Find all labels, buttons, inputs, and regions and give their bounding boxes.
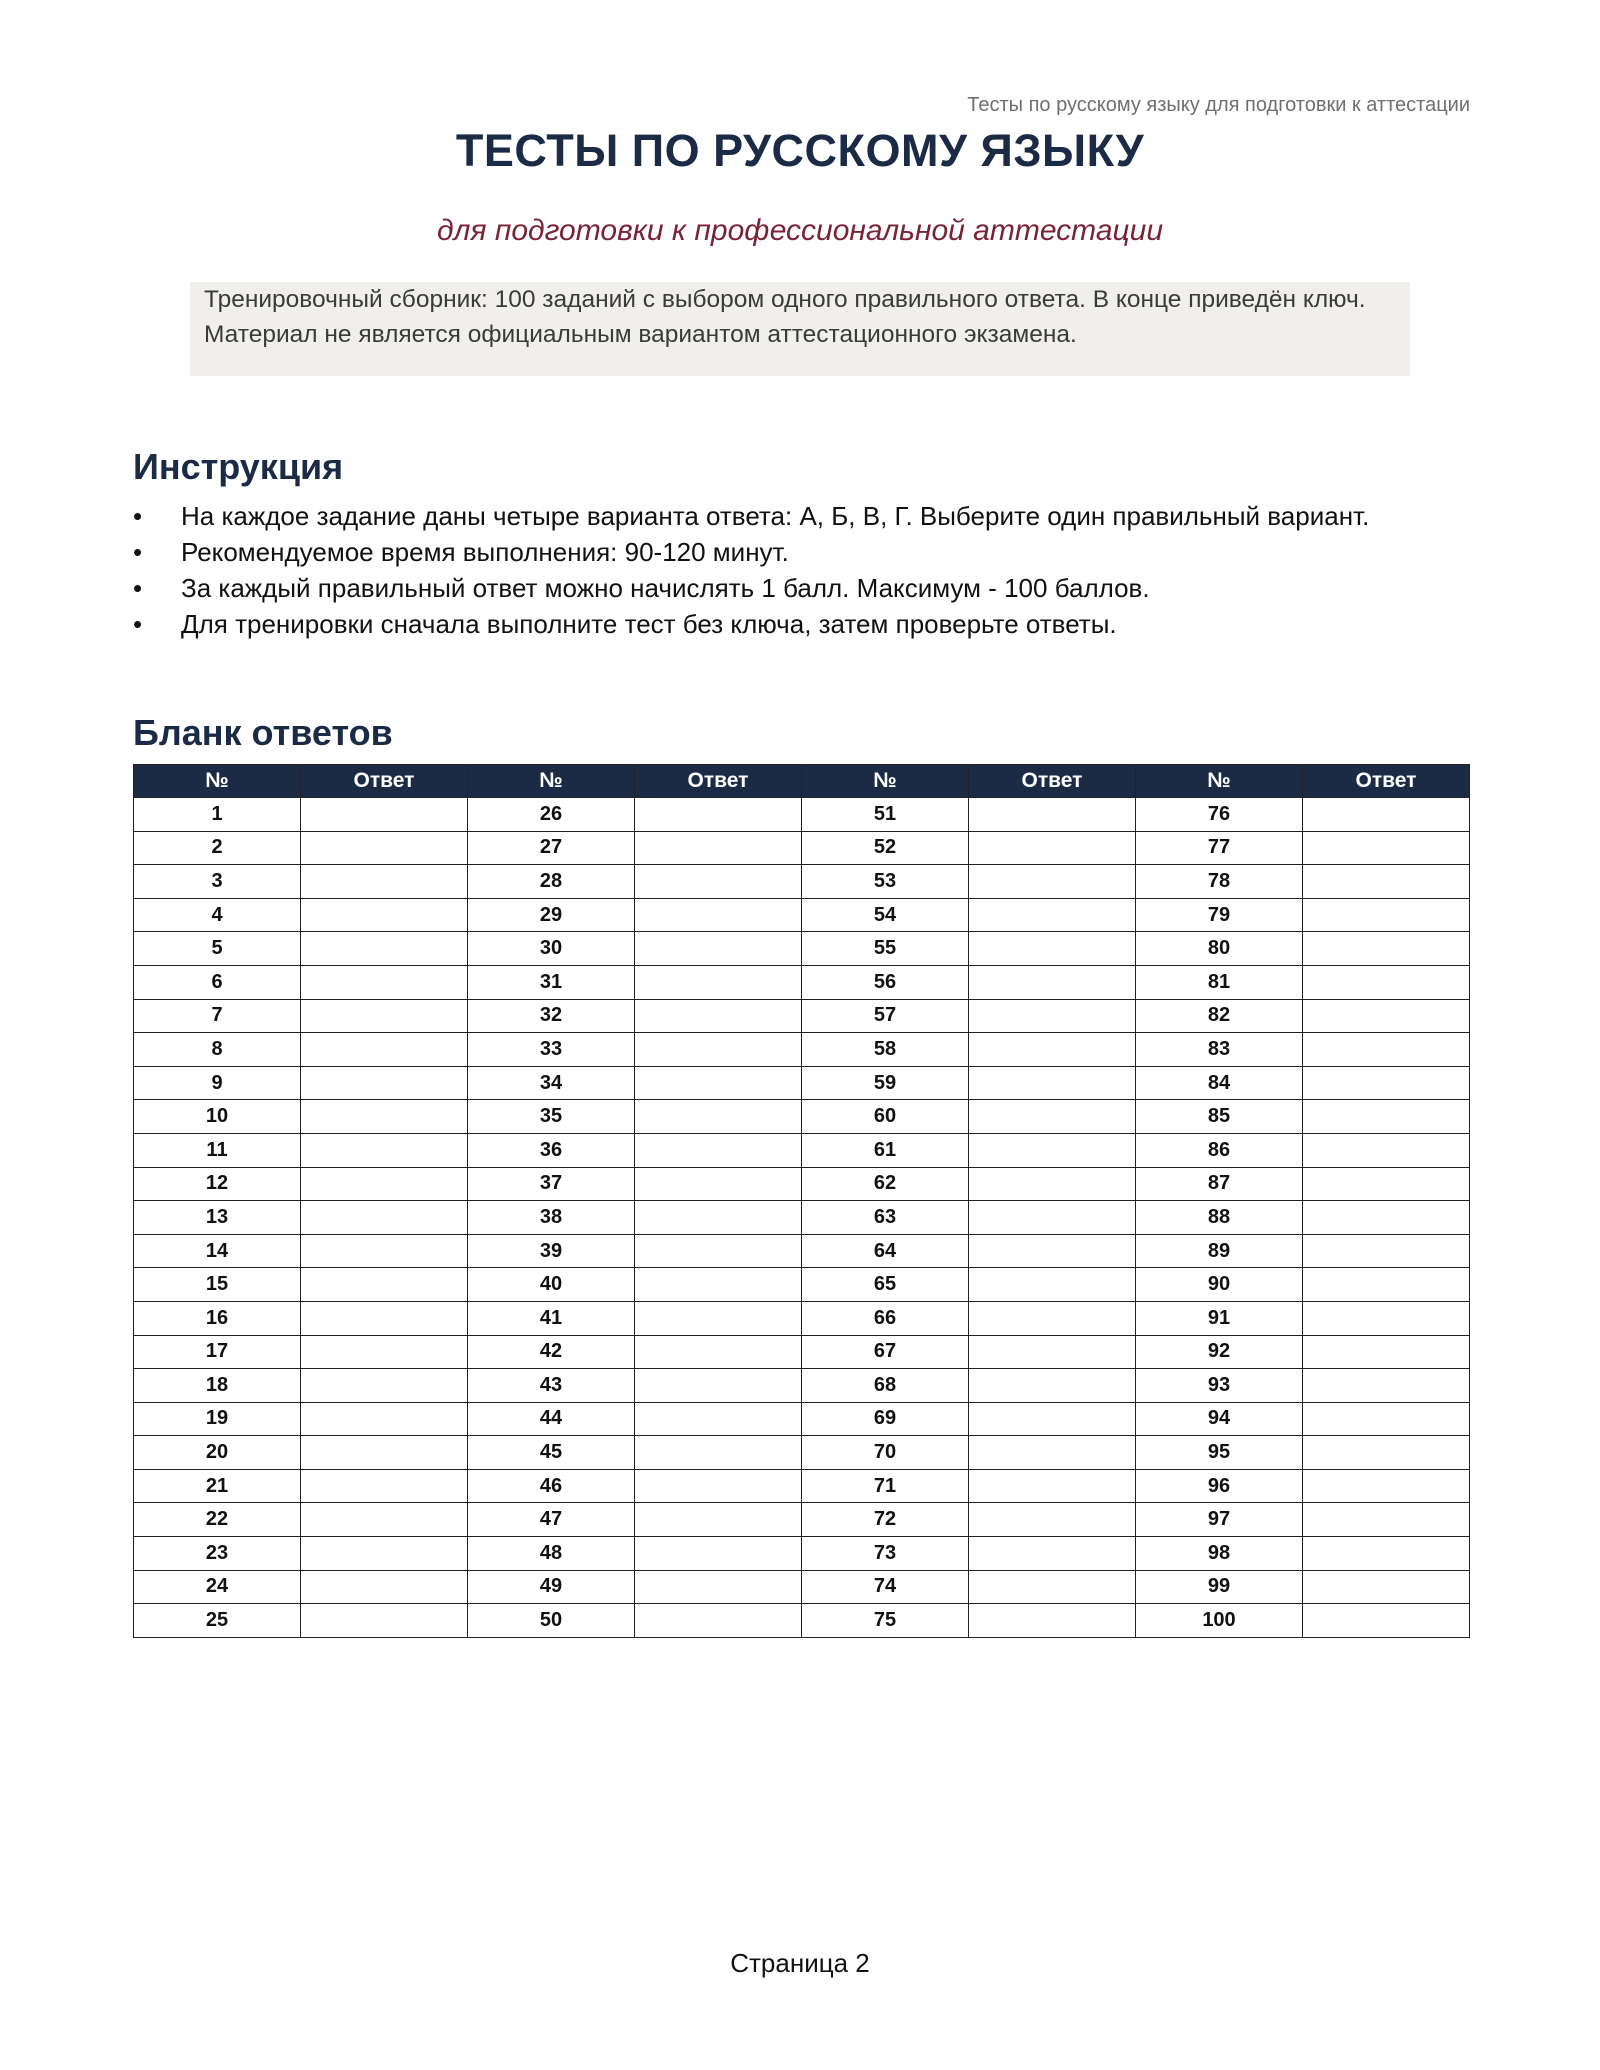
table-row [134, 965, 1470, 999]
answer-cell[interactable] [635, 932, 802, 966]
answer-cell[interactable] [635, 1133, 802, 1167]
question-number-cell: 36 [468, 1133, 635, 1167]
question-number-cell: 84 [1136, 1066, 1303, 1100]
answer-cell[interactable] [1303, 1133, 1470, 1167]
question-number-cell: 32 [468, 999, 635, 1033]
column-header-number: № [802, 765, 969, 798]
answer-cell[interactable] [301, 1167, 468, 1201]
answer-cell[interactable] [1303, 1201, 1470, 1235]
question-number-cell: 61 [802, 1133, 969, 1167]
answer-cell[interactable] [635, 1469, 802, 1503]
answer-cell[interactable] [969, 1604, 1136, 1638]
question-number-cell: 69 [802, 1402, 969, 1436]
answer-cell[interactable] [301, 1133, 468, 1167]
answer-cell[interactable] [635, 1100, 802, 1134]
answer-cell[interactable] [301, 1100, 468, 1134]
answer-cell[interactable] [969, 999, 1136, 1033]
question-number-cell: 85 [1136, 1100, 1303, 1134]
answer-cell[interactable] [1303, 898, 1470, 932]
answer-cell[interactable] [301, 865, 468, 899]
question-number-cell: 42 [468, 1335, 635, 1369]
question-number-cell: 70 [802, 1436, 969, 1470]
question-number-cell: 29 [468, 898, 635, 932]
question-number-cell: 80 [1136, 932, 1303, 966]
table-row [134, 1570, 1470, 1604]
answer-cell[interactable] [635, 831, 802, 865]
answer-cell[interactable] [969, 1369, 1136, 1403]
question-number-cell: 24 [134, 1570, 301, 1604]
answer-cell[interactable] [1303, 932, 1470, 966]
question-number-cell: 49 [468, 1570, 635, 1604]
question-number-cell: 65 [802, 1268, 969, 1302]
answer-cell[interactable] [635, 1570, 802, 1604]
question-number-cell: 63 [802, 1201, 969, 1235]
answer-cell[interactable] [301, 965, 468, 999]
column-header-answer: Ответ [301, 765, 468, 798]
question-number-cell: 19 [134, 1402, 301, 1436]
question-number-cell: 6 [134, 965, 301, 999]
answer-cell[interactable] [1303, 999, 1470, 1033]
question-number-cell: 48 [468, 1537, 635, 1571]
question-number-cell: 43 [468, 1369, 635, 1403]
answer-cell[interactable] [969, 1436, 1136, 1470]
question-number-cell: 22 [134, 1503, 301, 1537]
question-number-cell: 25 [134, 1604, 301, 1638]
answer-cell[interactable] [635, 965, 802, 999]
answer-cell[interactable] [635, 1402, 802, 1436]
question-number-cell: 83 [1136, 1033, 1303, 1067]
table-row [134, 898, 1470, 932]
answer-cell[interactable] [1303, 1100, 1470, 1134]
answer-cell[interactable] [1303, 1369, 1470, 1403]
table-row [134, 1469, 1470, 1503]
answer-cell[interactable] [1303, 1335, 1470, 1369]
question-number-cell: 14 [134, 1234, 301, 1268]
answer-cell[interactable] [969, 1033, 1136, 1067]
answer-cell[interactable] [1303, 1570, 1470, 1604]
answer-cell[interactable] [301, 898, 468, 932]
answer-cell[interactable] [301, 1201, 468, 1235]
table-row [134, 865, 1470, 899]
question-number-cell: 13 [134, 1201, 301, 1235]
answer-cell[interactable] [1303, 1234, 1470, 1268]
question-number-cell: 23 [134, 1537, 301, 1571]
answer-cell[interactable] [301, 1335, 468, 1369]
answer-cell[interactable] [969, 965, 1136, 999]
instruction-text: Для тренировки сначала выполните тест без ключа, затем проверьте ответы. [181, 609, 1117, 639]
bullet-icon: • [133, 573, 143, 603]
answer-cell[interactable] [301, 1066, 468, 1100]
question-number-cell: 16 [134, 1301, 301, 1335]
question-number-cell: 50 [468, 1604, 635, 1638]
document-title: ТЕСТЫ ПО РУССКОМУ ЯЗЫКУ [455, 125, 1145, 176]
column-header-answer: Ответ [635, 765, 802, 798]
question-number-cell: 17 [134, 1335, 301, 1369]
instructions-list [133, 498, 1513, 642]
question-number-cell: 52 [802, 831, 969, 865]
answer-cell[interactable] [1303, 865, 1470, 899]
table-row [134, 1201, 1470, 1235]
table-row [134, 1066, 1470, 1100]
answer-cell[interactable] [301, 1033, 468, 1067]
answer-cell[interactable] [1303, 798, 1470, 832]
answer-cell[interactable] [969, 1402, 1136, 1436]
question-number-cell: 99 [1136, 1570, 1303, 1604]
question-number-cell: 74 [802, 1570, 969, 1604]
answer-cell[interactable] [301, 798, 468, 832]
table-row [134, 831, 1470, 865]
answer-cell[interactable] [1303, 1604, 1470, 1638]
question-number-cell: 58 [802, 1033, 969, 1067]
answer-cell[interactable] [635, 1369, 802, 1403]
question-number-cell: 64 [802, 1234, 969, 1268]
question-number-cell: 34 [468, 1066, 635, 1100]
question-number-cell: 66 [802, 1301, 969, 1335]
instruction-item [133, 570, 1513, 606]
answer-cell[interactable] [1303, 1402, 1470, 1436]
answer-cell[interactable] [1303, 1469, 1470, 1503]
question-number-cell: 8 [134, 1033, 301, 1067]
answer-cell[interactable] [635, 999, 802, 1033]
question-number-cell: 44 [468, 1402, 635, 1436]
answer-cell[interactable] [969, 1537, 1136, 1571]
question-number-cell: 12 [134, 1167, 301, 1201]
question-number-cell: 56 [802, 965, 969, 999]
answer-cell[interactable] [635, 1503, 802, 1537]
bullet-icon: • [133, 609, 143, 639]
column-header-number: № [1136, 765, 1303, 798]
answer-cell[interactable] [1303, 1436, 1470, 1470]
table-row [134, 1503, 1470, 1537]
answer-cell[interactable] [1303, 1537, 1470, 1571]
answer-cell[interactable] [1303, 1301, 1470, 1335]
answer-cell[interactable] [635, 865, 802, 899]
table-row [134, 932, 1470, 966]
answer-cell[interactable] [301, 1537, 468, 1571]
answer-cell[interactable] [1303, 831, 1470, 865]
question-number-cell: 47 [468, 1503, 635, 1537]
instruction-text: За каждый правильный ответ можно начислять 1 балл. Максимум - 100 баллов. [181, 573, 1150, 603]
answer-cell[interactable] [969, 831, 1136, 865]
question-number-cell: 46 [468, 1469, 635, 1503]
instruction-item [133, 606, 1513, 642]
table-row [134, 1537, 1470, 1571]
instruction-item [133, 498, 1513, 534]
column-header-number: № [468, 765, 635, 798]
intro-note: Тренировочный сборник: 100 заданий с выбором одного правильного ответа. В конце приведён ключ. Материал не является официальным вариантом аттестационного экзамена. [190, 282, 1410, 376]
question-number-cell: 2 [134, 831, 301, 865]
question-number-cell: 1 [134, 798, 301, 832]
answer-cell[interactable] [969, 1335, 1136, 1369]
answer-cell[interactable] [1303, 965, 1470, 999]
document-subtitle: для подготовки к профессиональной аттестации [436, 214, 1164, 247]
answer-cell[interactable] [969, 932, 1136, 966]
question-number-cell: 18 [134, 1369, 301, 1403]
answer-cell[interactable] [301, 1369, 468, 1403]
answer-cell[interactable] [301, 831, 468, 865]
answer-table-header-row [134, 765, 1470, 798]
question-number-cell: 57 [802, 999, 969, 1033]
question-number-cell: 87 [1136, 1167, 1303, 1201]
question-number-cell: 82 [1136, 999, 1303, 1033]
question-number-cell: 68 [802, 1369, 969, 1403]
instruction-item [133, 534, 1513, 570]
answer-cell[interactable] [301, 1402, 468, 1436]
answer-cell[interactable] [301, 1570, 468, 1604]
table-row [134, 1033, 1470, 1067]
column-header-answer: Ответ [969, 765, 1136, 798]
instruction-text: На каждое задание даны четыре варианта ответа: А, Б, В, Г. Выберите один правильный вариант. [181, 501, 1370, 531]
question-number-cell: 4 [134, 898, 301, 932]
bullet-icon: • [133, 537, 143, 567]
question-number-cell: 76 [1136, 798, 1303, 832]
question-number-cell: 67 [802, 1335, 969, 1369]
answer-cell[interactable] [1303, 1268, 1470, 1302]
table-row [134, 1335, 1470, 1369]
question-number-cell: 26 [468, 798, 635, 832]
question-number-cell: 93 [1136, 1369, 1303, 1403]
answer-cell[interactable] [1303, 1167, 1470, 1201]
answer-cell[interactable] [301, 999, 468, 1033]
question-number-cell: 55 [802, 932, 969, 966]
table-row [134, 1369, 1470, 1403]
question-number-cell: 86 [1136, 1133, 1303, 1167]
table-row [134, 1100, 1470, 1134]
question-number-cell: 28 [468, 865, 635, 899]
answer-cell[interactable] [969, 898, 1136, 932]
question-number-cell: 15 [134, 1268, 301, 1302]
answer-cell[interactable] [301, 932, 468, 966]
question-number-cell: 62 [802, 1167, 969, 1201]
answer-cell[interactable] [969, 1201, 1136, 1235]
question-number-cell: 30 [468, 932, 635, 966]
question-number-cell: 95 [1136, 1436, 1303, 1470]
table-row [134, 1436, 1470, 1470]
question-number-cell: 78 [1136, 865, 1303, 899]
question-number-cell: 72 [802, 1503, 969, 1537]
question-number-cell: 100 [1136, 1604, 1303, 1638]
table-row [134, 1167, 1470, 1201]
question-number-cell: 88 [1136, 1201, 1303, 1235]
question-number-cell: 37 [468, 1167, 635, 1201]
question-number-cell: 89 [1136, 1234, 1303, 1268]
answer-cell[interactable] [1303, 1503, 1470, 1537]
question-number-cell: 35 [468, 1100, 635, 1134]
instructions-heading: Инструкция [133, 446, 344, 487]
running-header: Тесты по русскому языку для подготовки к аттестации [967, 94, 1470, 116]
answer-cell[interactable] [635, 1268, 802, 1302]
question-number-cell: 3 [134, 865, 301, 899]
question-number-cell: 31 [468, 965, 635, 999]
answer-cell[interactable] [301, 1268, 468, 1302]
question-number-cell: 20 [134, 1436, 301, 1470]
table-row [134, 1402, 1470, 1436]
table-row [134, 1268, 1470, 1302]
answer-cell[interactable] [635, 798, 802, 832]
answer-cell[interactable] [969, 1167, 1136, 1201]
question-number-cell: 91 [1136, 1301, 1303, 1335]
column-header-number: № [134, 765, 301, 798]
answer-cell[interactable] [635, 1167, 802, 1201]
table-row [134, 1604, 1470, 1638]
table-row [134, 1234, 1470, 1268]
question-number-cell: 96 [1136, 1469, 1303, 1503]
bullet-icon: • [133, 501, 143, 531]
answer-cell[interactable] [635, 1335, 802, 1369]
question-number-cell: 10 [134, 1100, 301, 1134]
question-number-cell: 38 [468, 1201, 635, 1235]
question-number-cell: 27 [468, 831, 635, 865]
answer-cell[interactable] [969, 1503, 1136, 1537]
column-header-answer: Ответ [1303, 765, 1470, 798]
question-number-cell: 39 [468, 1234, 635, 1268]
answer-cell[interactable] [969, 1301, 1136, 1335]
answer-cell[interactable] [969, 1268, 1136, 1302]
answer-cell[interactable] [635, 1234, 802, 1268]
question-number-cell: 7 [134, 999, 301, 1033]
answer-cell[interactable] [635, 1301, 802, 1335]
answer-cell[interactable] [969, 1100, 1136, 1134]
answer-cell[interactable] [635, 1436, 802, 1470]
question-number-cell: 75 [802, 1604, 969, 1638]
question-number-cell: 59 [802, 1066, 969, 1100]
question-number-cell: 41 [468, 1301, 635, 1335]
question-number-cell: 98 [1136, 1537, 1303, 1571]
question-number-cell: 81 [1136, 965, 1303, 999]
question-number-cell: 11 [134, 1133, 301, 1167]
question-number-cell: 9 [134, 1066, 301, 1100]
answer-cell[interactable] [301, 1604, 468, 1638]
answer-cell[interactable] [635, 1033, 802, 1067]
question-number-cell: 92 [1136, 1335, 1303, 1369]
table-row [134, 1133, 1470, 1167]
question-number-cell: 79 [1136, 898, 1303, 932]
question-number-cell: 51 [802, 798, 969, 832]
table-row [134, 1301, 1470, 1335]
answer-cell[interactable] [301, 1469, 468, 1503]
answer-cell[interactable] [969, 1133, 1136, 1167]
page-number: Страница 2 [730, 1948, 870, 1978]
answer-cell[interactable] [1303, 1066, 1470, 1100]
question-number-cell: 54 [802, 898, 969, 932]
question-number-cell: 5 [134, 932, 301, 966]
answer-cell[interactable] [969, 1469, 1136, 1503]
question-number-cell: 77 [1136, 831, 1303, 865]
question-number-cell: 90 [1136, 1268, 1303, 1302]
answer-cell[interactable] [301, 1436, 468, 1470]
answer-cell[interactable] [301, 1234, 468, 1268]
answer-cell[interactable] [969, 865, 1136, 899]
question-number-cell: 73 [802, 1537, 969, 1571]
answer-cell[interactable] [969, 1570, 1136, 1604]
answer-sheet-table [133, 764, 1470, 1638]
question-number-cell: 71 [802, 1469, 969, 1503]
answer-table-body [134, 798, 1470, 1638]
question-number-cell: 45 [468, 1436, 635, 1470]
answer-cell[interactable] [635, 1201, 802, 1235]
answer-cell[interactable] [635, 1604, 802, 1638]
answer-cell[interactable] [969, 798, 1136, 832]
question-number-cell: 21 [134, 1469, 301, 1503]
answer-cell[interactable] [969, 1066, 1136, 1100]
answer-cell[interactable] [301, 1503, 468, 1537]
answer-cell[interactable] [635, 898, 802, 932]
question-number-cell: 40 [468, 1268, 635, 1302]
table-row [134, 999, 1470, 1033]
answer-cell[interactable] [1303, 1033, 1470, 1067]
instruction-text: Рекомендуемое время выполнения: 90-120 минут. [181, 537, 789, 567]
answer-cell[interactable] [301, 1301, 468, 1335]
question-number-cell: 94 [1136, 1402, 1303, 1436]
question-number-cell: 97 [1136, 1503, 1303, 1537]
answer-cell[interactable] [969, 1234, 1136, 1268]
answer-cell[interactable] [635, 1066, 802, 1100]
question-number-cell: 33 [468, 1033, 635, 1067]
answer-sheet-heading: Бланк ответов [133, 712, 393, 753]
answer-cell[interactable] [635, 1537, 802, 1571]
question-number-cell: 60 [802, 1100, 969, 1134]
question-number-cell: 53 [802, 865, 969, 899]
table-row [134, 798, 1470, 832]
